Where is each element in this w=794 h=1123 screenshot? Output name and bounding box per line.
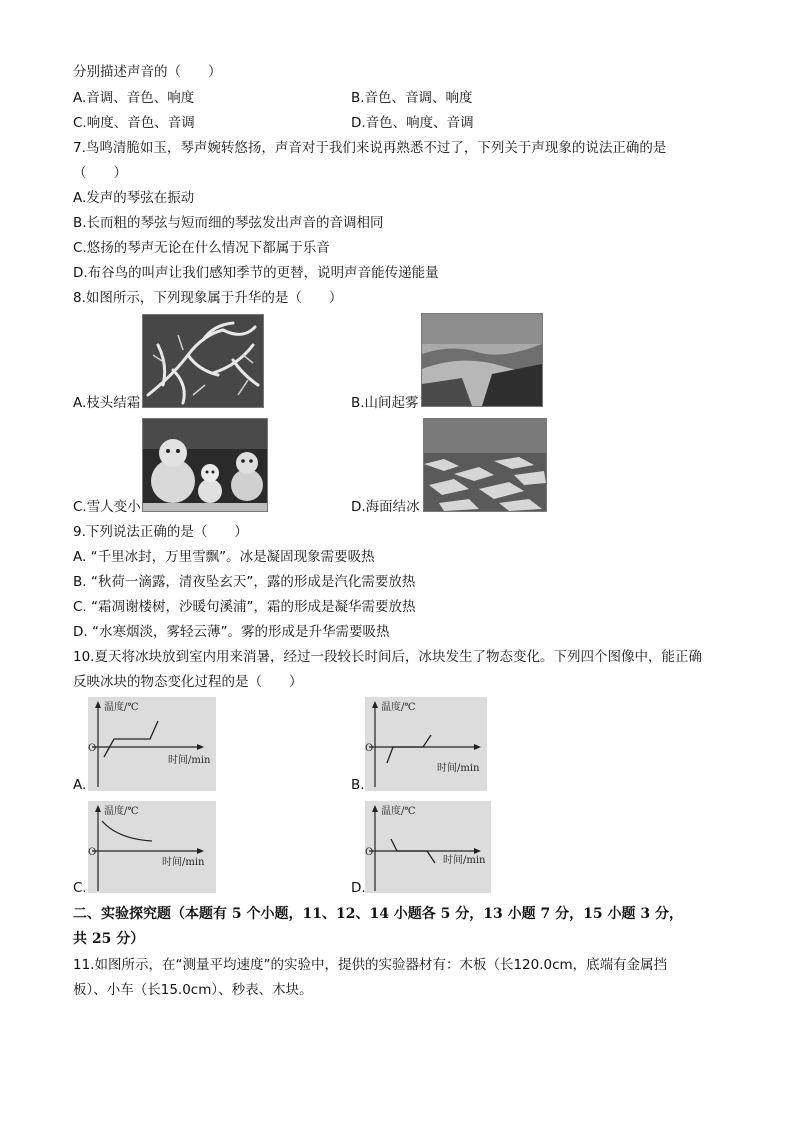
sea-ice-photo xyxy=(423,418,547,512)
q9-option-b: B. “秋荷一滴露，清夜坠玄天”，露的形成是汽化需要放热 xyxy=(73,574,416,590)
graph-b xyxy=(365,697,487,791)
q6-option-b: B.音色、音调、响度 xyxy=(351,90,473,106)
q9-stem: 9.下列说法正确的是（ ） xyxy=(73,524,248,540)
graph-c-ylabel: 温度/℃ xyxy=(104,806,139,817)
section2-title: 二、实验探究题（本题有 5 个小题，11、12、14 小题各 5 分，13 小题 7 分，15 小题 3 分， xyxy=(73,906,683,922)
q10-stem: 10.夏天将冰块放到室内用来消暑，经过一段较长时间后，冰块发生了物态变化。下列四个图像中，能正确 xyxy=(73,649,702,665)
graph-d xyxy=(365,801,491,893)
q7-option-b: B.长而粗的琴弦与短而细的琴弦发出声音的音调相同 xyxy=(73,215,384,231)
q8-option-b: B.山间起雾 xyxy=(351,395,419,411)
q8-stem: 8.如图所示，下列现象属于升华的是（ ） xyxy=(73,290,343,306)
graph-b-ylabel: 温度/℃ xyxy=(381,702,416,713)
graph-c-xlabel: 时间/min xyxy=(162,857,205,868)
q8-option-c: C.雪人变小 xyxy=(73,499,141,515)
graph-d-xlabel: 时间/min xyxy=(443,855,486,866)
q7-option-c: C.悠扬的琴声无论在什么情况下都属于乐音 xyxy=(73,240,330,256)
q10-option-b: B. xyxy=(351,777,365,793)
graph-a-xlabel: 时间/min xyxy=(168,755,211,766)
q10-option-d: D. xyxy=(351,880,366,896)
q8-option-d: D.海面结冰 xyxy=(351,499,420,515)
mountain-fog-photo xyxy=(421,313,543,407)
q11-stem-line2: 板）、小车（长15.0cm）、秒表、木块。 xyxy=(73,982,313,998)
frost-branches-photo xyxy=(142,314,264,408)
graph-c-origin: O xyxy=(88,847,97,858)
q10-stem-line2: 反映冰块的物态变化过程的是（ ） xyxy=(73,674,303,690)
graph-a xyxy=(88,697,216,791)
q7-stem-bracket: （ ） xyxy=(73,165,127,181)
graph-d-origin: O xyxy=(365,847,374,858)
q6-stem: 分别描述声音的（ ） xyxy=(73,64,222,80)
q6-option-a: A.音调、音色、响度 xyxy=(73,90,195,106)
q8-option-a: A.枝头结霜 xyxy=(73,395,141,411)
section2-title-line2: 共 25 分） xyxy=(73,931,145,947)
q9-option-c: C. “霜凋谢楼树，沙暖句溪浦”，霜的形成是凝华需要放热 xyxy=(73,599,416,615)
graph-b-xlabel: 时间/min xyxy=(437,763,480,774)
graph-c xyxy=(88,801,216,893)
q7-stem: 7.鸟鸣清脆如玉，琴声婉转悠扬，声音对于我们来说再熟悉不过了，下列关于声现象的说法正确的是 xyxy=(73,140,667,156)
q11-stem: 11.如图所示，在“测量平均速度”的实验中，提供的实验器材有：木板（长120.0cm，底端有金属挡 xyxy=(73,957,668,973)
q10-option-a: A. xyxy=(73,777,87,793)
snowmen-photo xyxy=(142,418,268,512)
q7-option-d: D.布谷鸟的叫声让我们感知季节的更替，说明声音能传递能量 xyxy=(73,265,439,281)
graph-a-ylabel: 温度/℃ xyxy=(104,702,139,713)
q6-option-d: D.音色、响度、音调 xyxy=(351,115,474,131)
graph-b-origin: O xyxy=(365,743,374,754)
graph-a-origin: O xyxy=(88,743,97,754)
graph-d-ylabel: 温度/℃ xyxy=(381,806,416,817)
q9-option-d: D. “水寒烟淡，雾轻云薄”。雾的形成是升华需要吸热 xyxy=(73,624,390,640)
q10-option-c: C. xyxy=(73,880,87,896)
q7-option-a: A.发声的琴弦在振动 xyxy=(73,190,195,206)
q9-option-a: A. “千里冰封，万里雪飘”。冰是凝固现象需要吸热 xyxy=(73,549,375,565)
q6-option-c: C.响度、音色、音调 xyxy=(73,115,195,131)
